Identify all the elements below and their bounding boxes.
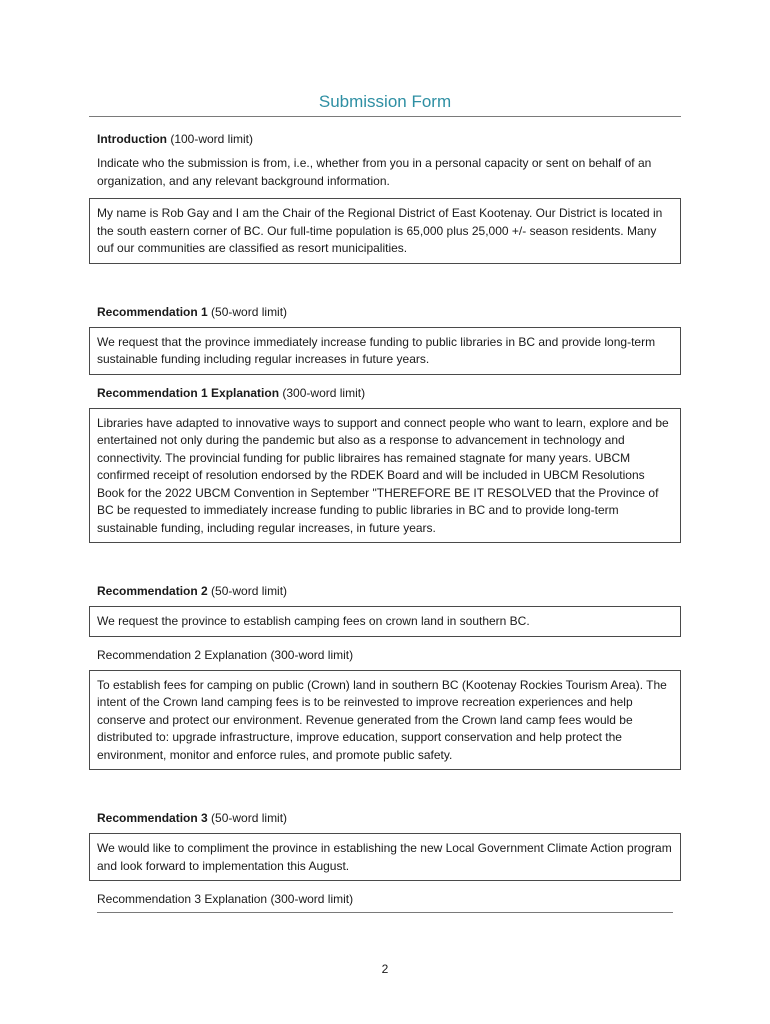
rec1-expl-limit: (300-word limit)	[282, 385, 366, 400]
intro-answer-box[interactable]: My name is Rob Gay and I am the Chair of the Regional District of East Kootenay. Our District is located in the south eastern corner of BC. Our full-time population is 65,000 plus 25,000 +/- season residents. Many ouf our communities are classified as resort municipalities.	[89, 198, 681, 264]
intro-description: Indicate who the submission is from, i.e., whether from you in a personal capacity or sent on behalf of an organization, and any relevant background information.	[97, 156, 652, 188]
rec1-label-bold: Recommendation 1	[97, 304, 208, 319]
rec2-limit: (50-word limit)	[211, 584, 288, 598]
rec3-label-bold: Recommendation 3	[97, 811, 208, 825]
rec1-label	[97, 304, 673, 321]
submission-form	[89, 92, 681, 919]
rec1-limit: (50-word limit)	[211, 304, 288, 319]
rec2-expl-box[interactable]: To establish fees for camping on public (Crown) land in southern BC (Kootenay Rockies Tourism Area). The intent of the Crown land camping fees is to be reinvested to improve recreation experiences and help conserve and protect our environment. Revenue generated from the Crown land camp fees would be distributed to: upgrade infrastructure, improve education, support conservation and help protect the environment, monitor and enforce rules, and promote public safety.	[89, 670, 681, 771]
rec2-expl-label: Recommendation 2 Explanation (300-word limit)	[97, 647, 354, 662]
rec2-label	[97, 583, 673, 600]
intro-label-bold: Introduction	[97, 132, 167, 146]
page-title: Submission Form	[89, 92, 681, 117]
rec2-answer-box[interactable]: We request the province to establish camping fees on crown land in southern BC.	[89, 606, 681, 637]
rec1-answer-box[interactable]: We request that the province immediately increase funding to public libraries in BC and provide long-term sustainable funding including regular increases in future years.	[89, 327, 681, 375]
rec2-label-bold: Recommendation 2	[97, 584, 208, 598]
rec3-label	[97, 810, 673, 827]
rec1-expl-label-bold: Recommendation 1 Explanation	[97, 385, 280, 400]
rec1-expl-box[interactable]: Libraries have adapted to innovative ways to support and connect people who want to learn, explore and be entertained not only during the pandemic but also as a response to advancement in technology and connectivity. The provincial funding for public libraires has remained stagnate for many years. UBCM confirmed receipt of resolution endorsed by the RDEK Board and will be included in UBCM Resolutions Book for the 2022 UBCM Convention in September "THEREFORE BE IT RESOLVED that the Province of BC be requested to immediately increase funding to public libraries in BC and to provide long-term sustainable funding, including regular increases, in future years.	[89, 408, 681, 544]
rec1-expl-label	[97, 385, 673, 402]
page-number: 2	[381, 962, 389, 976]
intro-limit: (100-word limit)	[170, 132, 254, 146]
intro-label	[97, 131, 673, 148]
rec3-answer-box[interactable]: We would like to compliment the province in establishing the new Local Government Climate Action program and look forward to implementation this August.	[89, 833, 681, 881]
rec3-expl-label: Recommendation 3 Explanation (300-word limit)	[97, 891, 673, 913]
rec3-limit: (50-word limit)	[211, 811, 288, 825]
